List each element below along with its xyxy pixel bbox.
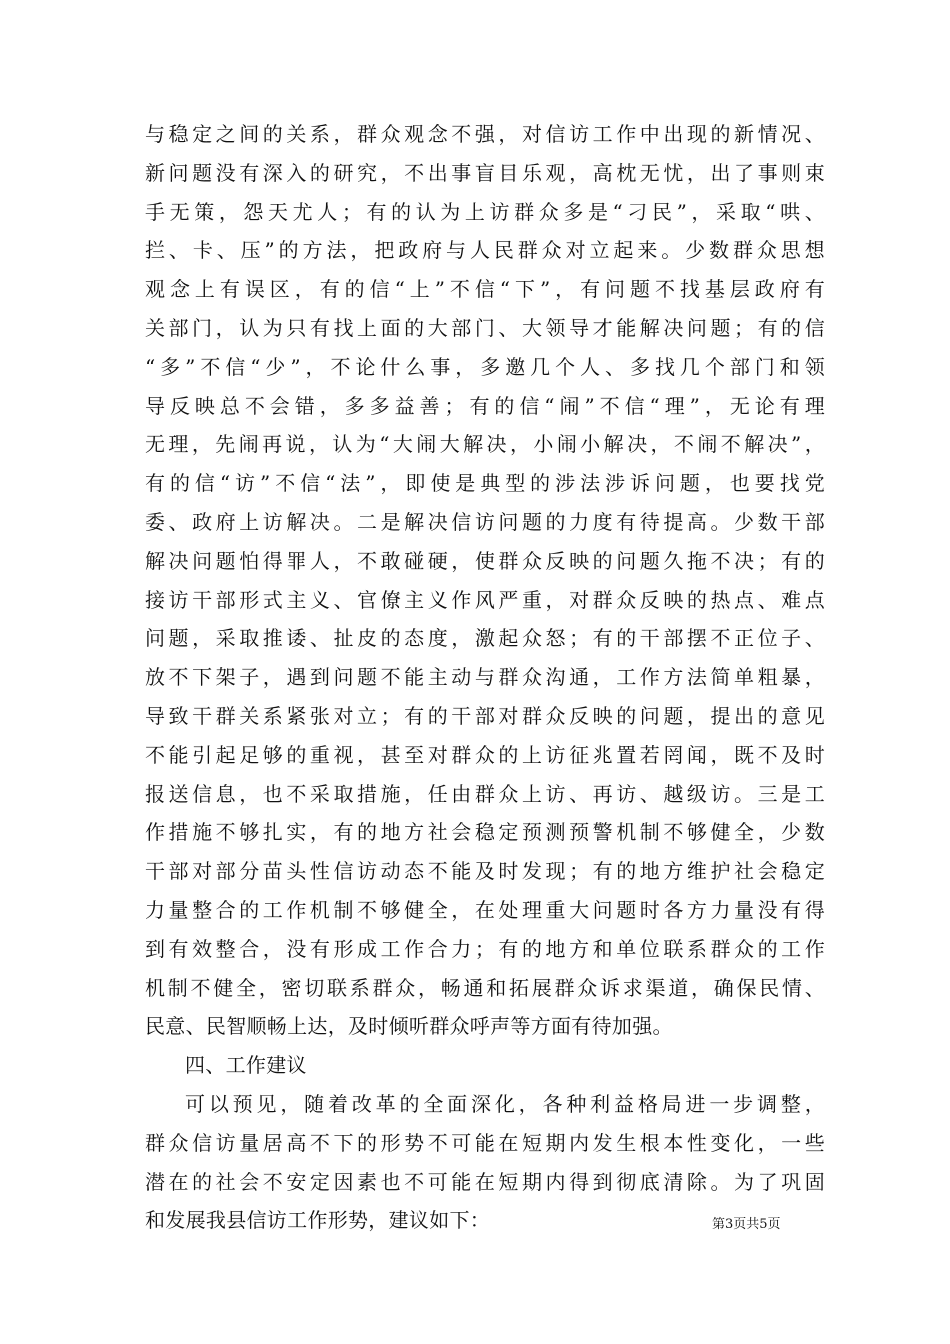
text-line: 新问题没有深入的研究，不出事盲目乐观，高枕无忧，出了事则束: [145, 160, 825, 185]
text-line: 导反映总不会错，多多益善；有的信“闹”不信“理”，无论有理: [145, 393, 825, 418]
text-line: 和发展我县信访工作形势，建议如下：: [145, 1208, 491, 1233]
page-number-footer: 第3页共5页: [712, 1217, 781, 1232]
text-line: 不能引起足够的重视，甚至对群众的上访征兆置若罔闻，既不及时: [145, 742, 825, 767]
text-line: 问题，采取推诿、扯皮的态度，激起众怒；有的干部摆不正位子、: [145, 626, 825, 651]
text-line: 手无策，怨天尤人；有的认为上访群众多是“刁民”，采取“哄、: [145, 199, 825, 224]
text-line: 放不下架子，遇到问题不能主动与群众沟通，工作方法简单粗暴，: [145, 665, 825, 690]
text-line: 有的信“访”不信“法”，即使是典型的涉法涉诉问题，也要找党: [145, 471, 825, 496]
text-line: 接访干部形式主义、官僚主义作风严重，对群众反映的热点、难点: [145, 587, 825, 612]
text-line: 观念上有误区，有的信“上”不信“下”，有问题不找基层政府有: [145, 277, 825, 302]
text-line: 力量整合的工作机制不够健全，在处理重大问题时各方力量没有得: [145, 897, 825, 922]
text-line: 解决问题怕得罪人，不敢碰硬，使群众反映的问题久拖不决；有的: [145, 548, 825, 573]
text-line: 可以预见，随着改革的全面深化，各种利益格局进一步调整，: [185, 1091, 825, 1116]
text-line: “多”不信“少”，不论什么事，多邀几个人、多找几个部门和领: [145, 354, 825, 379]
text-line: 拦、卡、压”的方法，把政府与人民群众对立起来。少数群众思想: [145, 238, 825, 263]
text-line: 与稳定之间的关系，群众观念不强，对信访工作中出现的新情况、: [145, 122, 825, 146]
text-line: 民意、民智顺畅上达，及时倾听群众呼声等方面有待加强。: [145, 1014, 673, 1039]
text-line: 机制不健全，密切联系群众，畅通和拓展群众诉求渠道，确保民情、: [145, 975, 825, 1000]
text-line: 潜在的社会不安定因素也不可能在短期内得到彻底清除。为了巩固: [145, 1169, 825, 1194]
text-line: 干部对部分苗头性信访动态不能及时发现；有的地方维护社会稳定: [145, 859, 825, 884]
text-line: 委、政府上访解决。二是解决信访问题的力度有待提高。少数干部: [145, 509, 825, 534]
text-line: 作措施不够扎实，有的地方社会稳定预测预警机制不够健全，少数: [145, 820, 825, 845]
section-heading: 四、工作建议: [185, 1053, 307, 1078]
text-line: 关部门，认为只有找上面的大部门、大领导才能解决问题；有的信: [145, 315, 825, 340]
text-line: 导致干群关系紧张对立；有的干部对群众反映的问题，提出的意见: [145, 703, 825, 728]
text-line: 报送信息，也不采取措施，任由群众上访、再访、越级访。三是工: [145, 781, 825, 806]
text-line: 到有效整合，没有形成工作合力；有的地方和单位联系群众的工作: [145, 936, 825, 961]
body-text: [145, 115, 825, 1240]
text-line: 无理，先闹再说，认为“大闹大解决，小闹小解决，不闹不解决”，: [145, 432, 825, 457]
text-line: 群众信访量居高不下的形势不可能在短期内发生根本性变化，一些: [145, 1130, 825, 1155]
